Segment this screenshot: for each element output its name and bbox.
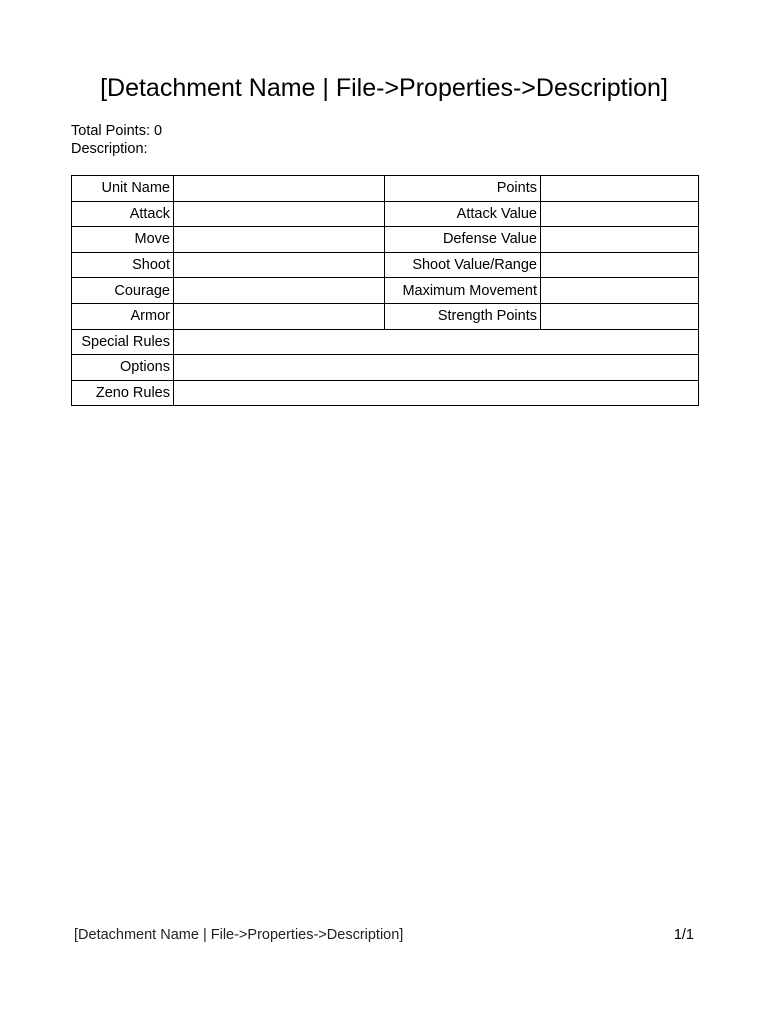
table-row bbox=[72, 278, 699, 304]
row-label: Zeno Rules bbox=[72, 380, 174, 406]
page-number: 1/1 bbox=[673, 927, 694, 943]
row-label: Shoot bbox=[72, 252, 174, 278]
shoot-range-value bbox=[541, 252, 699, 278]
armor-value bbox=[174, 303, 385, 329]
special-rules-value bbox=[174, 329, 699, 355]
row-label: Armor bbox=[72, 303, 174, 329]
unit-stats-table bbox=[71, 175, 699, 406]
row-label: Special Rules bbox=[72, 329, 174, 355]
row-label: Defense Value bbox=[385, 227, 541, 253]
table-row bbox=[72, 380, 699, 406]
row-label: Strength Points bbox=[385, 303, 541, 329]
row-label: Move bbox=[72, 227, 174, 253]
points-value bbox=[541, 176, 699, 202]
table-row bbox=[72, 201, 699, 227]
table-row bbox=[72, 329, 699, 355]
row-label: Courage bbox=[72, 278, 174, 304]
max-movement-value bbox=[541, 278, 699, 304]
unit-name-value bbox=[174, 176, 385, 202]
description-label: Description: bbox=[71, 141, 148, 157]
move-value bbox=[174, 227, 385, 253]
shoot-value bbox=[174, 252, 385, 278]
page-title: [Detachment Name | File->Properties->Description] bbox=[100, 74, 668, 102]
total-points: Total Points: 0 bbox=[71, 123, 163, 139]
courage-value bbox=[174, 278, 385, 304]
row-label: Attack bbox=[72, 201, 174, 227]
attack-value-cell bbox=[174, 201, 385, 227]
row-label: Shoot Value/Range bbox=[385, 252, 541, 278]
document-meta bbox=[71, 122, 162, 158]
row-label: Options bbox=[72, 355, 174, 381]
defense-value bbox=[541, 227, 699, 253]
row-label: Points bbox=[385, 176, 541, 202]
table-row bbox=[72, 176, 699, 202]
table-row bbox=[72, 355, 699, 381]
table-row bbox=[72, 227, 699, 253]
options-value bbox=[174, 355, 699, 381]
row-label: Unit Name bbox=[72, 176, 174, 202]
zeno-rules-value bbox=[174, 380, 699, 406]
table-row bbox=[72, 252, 699, 278]
attack-value-number bbox=[541, 201, 699, 227]
footer-title: [Detachment Name | File->Properties->Description] bbox=[74, 927, 404, 943]
table-row bbox=[72, 303, 699, 329]
strength-points-value bbox=[541, 303, 699, 329]
row-label: Maximum Movement bbox=[385, 278, 541, 304]
row-label: Attack Value bbox=[385, 201, 541, 227]
